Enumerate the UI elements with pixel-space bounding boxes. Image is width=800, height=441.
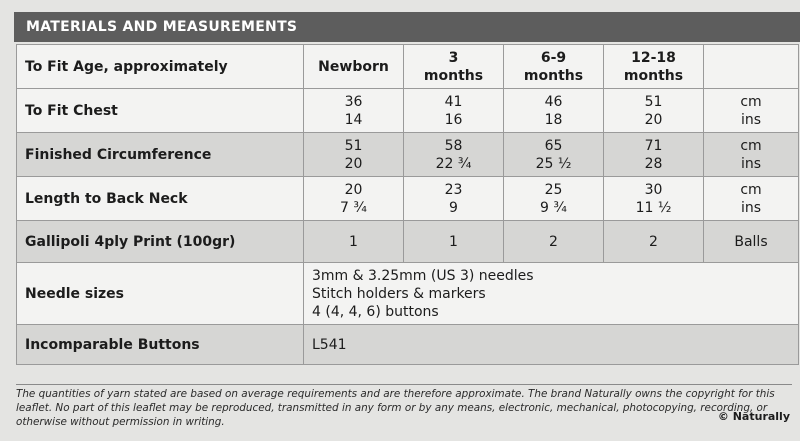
value-cm: 51 (344, 137, 363, 154)
value-cell (304, 177, 404, 221)
value-ins: 9 ¾ (540, 199, 567, 216)
copyright-mark: © Naturally (717, 410, 790, 423)
value-ins: 14 (344, 111, 363, 128)
column-header-6-9-months (504, 45, 604, 89)
value-cell (504, 89, 604, 133)
value-ins: 11 ½ (635, 199, 672, 216)
table-row (17, 263, 799, 325)
value-cell (404, 177, 504, 221)
value-ins: 28 (644, 155, 663, 172)
section-header (14, 12, 800, 42)
value-cm: 65 (544, 137, 563, 154)
value-cell (404, 89, 504, 133)
column-header-12-18-months (604, 45, 704, 89)
value-ins: 20 (344, 155, 363, 172)
column-header-text: Newborn (318, 58, 389, 75)
column-header-units (704, 45, 799, 89)
value-ins: 22 ¾ (435, 155, 472, 172)
value-ins: 9 (449, 199, 458, 216)
value-cell (504, 177, 604, 221)
measurements-table (16, 44, 799, 365)
column-header-newborn (304, 45, 404, 89)
column-header-text: 12-18 months (623, 49, 684, 84)
value-ins: 25 ½ (535, 155, 572, 172)
table-row (17, 133, 799, 177)
unit-cell (704, 133, 799, 177)
value-cell (604, 177, 704, 221)
value-cm: 36 (344, 93, 363, 110)
table-row (17, 177, 799, 221)
copyright-notice: The quantities of yarn stated are based on average requirements and are therefore approximate. The brand Naturally owns the copyright for this leaflet. No part of this leaflet may be reproduced, transmitted in any form or by any means, electronic, mechanical, photocopying, recording, or otherwise without permission in writing. (16, 384, 792, 429)
value-cm: 71 (644, 137, 663, 154)
balls-cell: 2 (604, 221, 704, 263)
value-ins: 18 (544, 111, 563, 128)
unit-cm: cm (740, 137, 762, 154)
unit-cm: cm (740, 181, 762, 198)
row-label-chest: To Fit Chest (17, 89, 304, 133)
column-header-3-months (404, 45, 504, 89)
unit-ins: ins (740, 111, 762, 128)
value-cell (404, 133, 504, 177)
balls-cell: 2 (504, 221, 604, 263)
value-cell (504, 133, 604, 177)
row-label-buttons: Incomparable Buttons (17, 325, 304, 365)
unit-ins: ins (740, 155, 762, 172)
column-header-text: 6-9 months (523, 49, 584, 84)
value-cm: 20 (344, 181, 363, 198)
value-cell (304, 133, 404, 177)
row-label-needles: Needle sizes (17, 263, 304, 325)
value-cell (304, 89, 404, 133)
holders-line: Stitch holders & markers (312, 285, 486, 302)
row-label-yarn: Gallipoli 4ply Print (100gr) (17, 221, 304, 263)
value-cm: 46 (544, 93, 563, 110)
value-cm: 58 (444, 137, 463, 154)
section-title: MATERIALS AND MEASUREMENTS (26, 19, 298, 35)
table-row (17, 325, 799, 365)
buttons-line: 4 (4, 4, 6) buttons (312, 303, 439, 320)
buttons-code-cell: L541 (304, 325, 799, 365)
value-cell (604, 89, 704, 133)
value-ins: 16 (444, 111, 463, 128)
row-label-age: To Fit Age, approximately (17, 45, 304, 89)
value-cm: 23 (444, 181, 463, 198)
unit-balls: Balls (704, 221, 799, 263)
balls-cell: 1 (404, 221, 504, 263)
table-row (17, 221, 799, 263)
row-label-circumference: Finished Circumference (17, 133, 304, 177)
value-cm: 25 (544, 181, 563, 198)
row-label-length: Length to Back Neck (17, 177, 304, 221)
unit-cell (704, 89, 799, 133)
table-row (17, 89, 799, 133)
column-header-text: 3 months (423, 49, 484, 84)
unit-cell (704, 177, 799, 221)
value-cell (604, 133, 704, 177)
needles-cell (304, 263, 799, 325)
value-ins: 7 ¾ (340, 199, 367, 216)
value-cm: 51 (644, 93, 663, 110)
table-row (17, 45, 799, 89)
value-cm: 41 (444, 93, 463, 110)
value-ins: 20 (644, 111, 663, 128)
balls-cell: 1 (304, 221, 404, 263)
value-cm: 30 (644, 181, 663, 198)
needles-line: 3mm & 3.25mm (US 3) needles (312, 267, 534, 284)
unit-cm: cm (740, 93, 762, 110)
unit-ins: ins (740, 199, 762, 216)
